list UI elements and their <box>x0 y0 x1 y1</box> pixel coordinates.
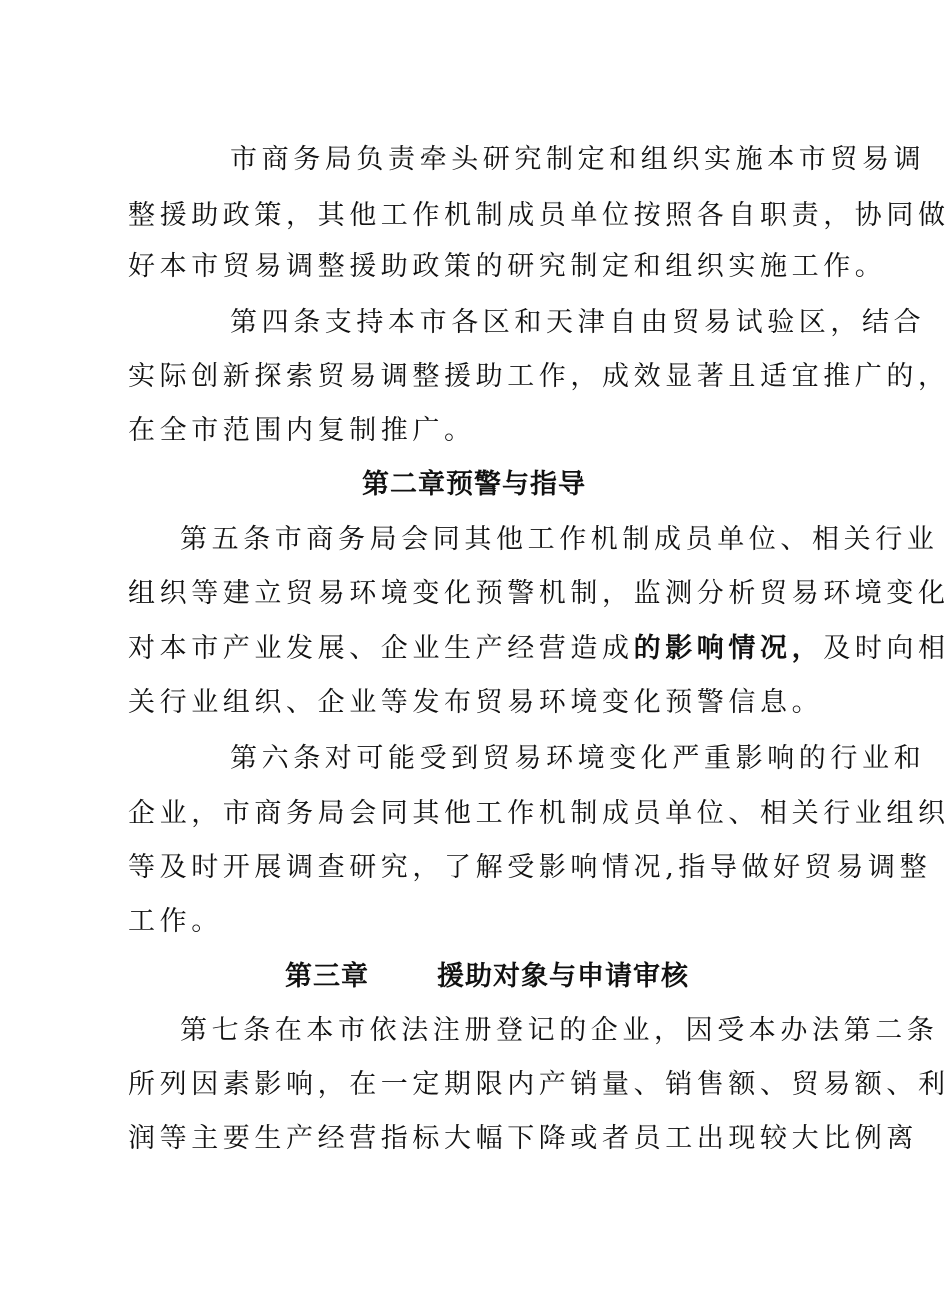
paragraph-line: 第六条对可能受到贸易环境变化严重影响的行业和 <box>230 743 926 774</box>
paragraph-line: 所列因素影响，在一定期限内产销量、销售额、贸易额、利 <box>128 1069 950 1100</box>
paragraph-line: 工作。 <box>128 906 223 937</box>
chapter-3-label: 第三章 <box>285 961 369 992</box>
paragraph-line: 等及时开展调查研究，了解受影响情况,指导做好贸易调整 <box>128 852 932 883</box>
paragraph-line: 第四条支持本市各区和天津自由贸易试验区，结合 <box>230 307 926 338</box>
paragraph-line: 关行业组织、企业等发布贸易环境变化预警信息。 <box>128 687 824 718</box>
paragraph-line: 组织等建立贸易环境变化预警机制，监测分析贸易环境变化 <box>128 578 950 609</box>
paragraph-line <box>128 632 950 666</box>
paragraph-text: 及时向相 <box>823 633 950 664</box>
paragraph-line: 第七条在本市依法注册登记的企业，因受本办法第二条 <box>180 1015 939 1046</box>
paragraph-line: 市商务局负责牵头研究制定和组织实施本市贸易调 <box>230 144 926 175</box>
chapter-3-heading <box>285 960 689 994</box>
paragraph-line: 实际创新探索贸易调整援助工作，成效显著且适宜推广的， <box>128 361 950 392</box>
paragraph-line: 第五条市商务局会同其他工作机制成员单位、相关行业 <box>180 524 939 555</box>
paragraph-line: 好本市贸易调整援助政策的研究制定和组织实施工作。 <box>128 251 887 282</box>
paragraph-line: 在全市范围内复制推广。 <box>128 415 476 446</box>
chapter-3-title: 援助对象与申请审核 <box>437 961 689 992</box>
paragraph-line: 润等主要生产经营指标大幅下降或者员工出现较大比例离 <box>128 1123 918 1154</box>
paragraph-line: 企业，市商务局会同其他工作机制成员单位、相关行业组织 <box>128 798 950 829</box>
paragraph-line: 整援助政策，其他工作机制成员单位按照各自职责，协同做 <box>128 200 950 231</box>
chapter-2-heading: 第二章预警与指导 <box>362 469 586 500</box>
bold-text: 的影响情况， <box>633 633 824 664</box>
paragraph-text: 对本市产业发展、企业生产经营造成 <box>128 633 634 664</box>
